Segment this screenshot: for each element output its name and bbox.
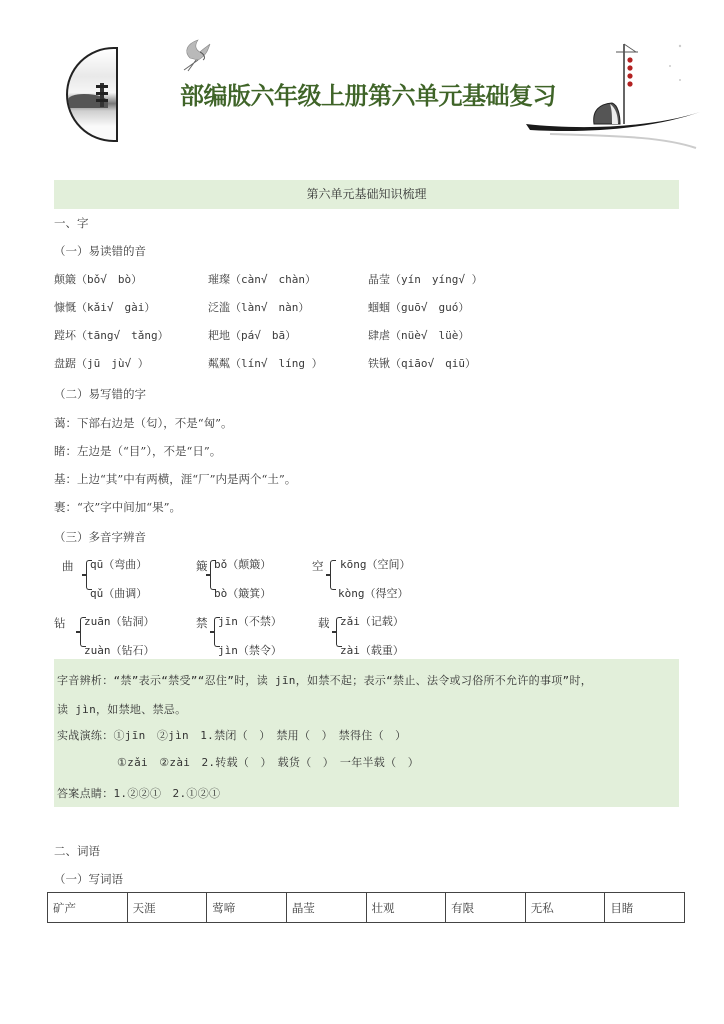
pinyin-item: 蝈蝈（guō√ guó） xyxy=(368,301,470,314)
word-cell: 无私 xyxy=(525,893,605,923)
sub1-heading: （一）易读错的音 xyxy=(54,244,146,258)
part2-heading: 二、词语 xyxy=(54,844,100,858)
pinyin-item: 粼粼（lín√ líng ） xyxy=(208,357,323,370)
writing-note: 蔼：下部右边是（匂），不是“匈”。 xyxy=(54,416,233,430)
pinyin-item: 蹚坏（tāng√ tǎng） xyxy=(54,329,169,342)
word-cell: 莺啼 xyxy=(207,893,287,923)
pinyin-item: 铁锹（qiāo√ qiū） xyxy=(368,357,476,370)
practice-line: 实战演练：①jīn ②jìn 1.禁闭（ ） 禁用（ ） 禁得住（ ） xyxy=(57,729,407,742)
word-cell: 晶莹 xyxy=(286,893,366,923)
words-table xyxy=(47,892,685,923)
crane-icon xyxy=(176,38,216,72)
polyphone-group: 空 kōng（空间） kòng（得空） xyxy=(312,558,411,600)
polyphone-group: 簸 bǒ（颠簸） bò（簸箕） xyxy=(196,558,272,600)
brace-icon xyxy=(330,560,336,590)
analysis-line: 字音辨析：“禁”表示“禁受”“忍住”时，读 jīn，如禁不起；表示“禁止、法令或习俗所不允许的事项”时， xyxy=(57,674,593,687)
pinyin-item: 耙地（pá√ bā） xyxy=(208,329,297,342)
word-cell: 矿产 xyxy=(48,893,128,923)
word-cell: 有限 xyxy=(446,893,526,923)
part1-heading: 一、字 xyxy=(54,216,89,230)
sub2-heading: （二）易写错的字 xyxy=(54,387,146,401)
half-circle-landscape-icon xyxy=(66,47,118,142)
word-cell: 壮观 xyxy=(366,893,446,923)
content xyxy=(54,180,679,209)
word-cell: 天涯 xyxy=(127,893,207,923)
section-header: 第六单元基础知识梳理 xyxy=(54,180,679,209)
polyphone-group: 禁 jīn（不禁） jìn（禁令） xyxy=(196,615,282,657)
boat-with-lanterns-icon xyxy=(520,40,720,150)
polyphone-group: 钻 zuān（钻洞） zuàn（钻石） xyxy=(54,615,155,657)
analysis-box xyxy=(54,659,679,807)
sub3-heading: （三）多音字辨音 xyxy=(54,530,146,544)
analysis-line: 读 jìn，如禁地、禁忌。 xyxy=(57,703,187,716)
writing-note: 裹：“衣”字中间加“果”。 xyxy=(54,500,182,514)
part2-sub1-heading: （一）写词语 xyxy=(54,872,123,886)
pinyin-item: 肆虐（nüè√ lüè） xyxy=(368,329,470,342)
answer-line: 答案点睛：1.②②① 2.①②① xyxy=(57,787,221,800)
pinyin-item: 颠簸（bǒ√ bò） xyxy=(54,273,143,286)
writing-note: 睹：左边是（“目”），不是“日”。 xyxy=(54,444,222,458)
table-row xyxy=(48,893,685,923)
practice-line: ①zǎi ②zài 2.转载（ ） 载货（ ） 一年半载（ ） xyxy=(117,756,420,769)
writing-note: 基：上边“其”中有两横，涯“厂”内是两个“土”。 xyxy=(54,472,297,486)
pinyin-item: 璀璨（càn√ chàn） xyxy=(208,273,316,286)
word-cell: 目睹 xyxy=(605,893,685,923)
banner xyxy=(0,0,724,160)
pinyin-item: 晶莹（yín yíng√ ） xyxy=(368,273,483,286)
polyphone-group: 载 zǎi（记载） zài（载重） xyxy=(318,615,404,657)
pinyin-item: 盘踞（jū jù√ ） xyxy=(54,357,149,370)
pinyin-item: 泛滥（làn√ nàn） xyxy=(208,301,310,314)
pinyin-item: 慷慨（kǎi√ gài） xyxy=(54,301,156,314)
polyphone-group: 曲 qū（弯曲） qǔ（曲调） xyxy=(62,558,148,600)
main-title: 部编版六年级上册第六单元基础复习 xyxy=(180,82,556,110)
